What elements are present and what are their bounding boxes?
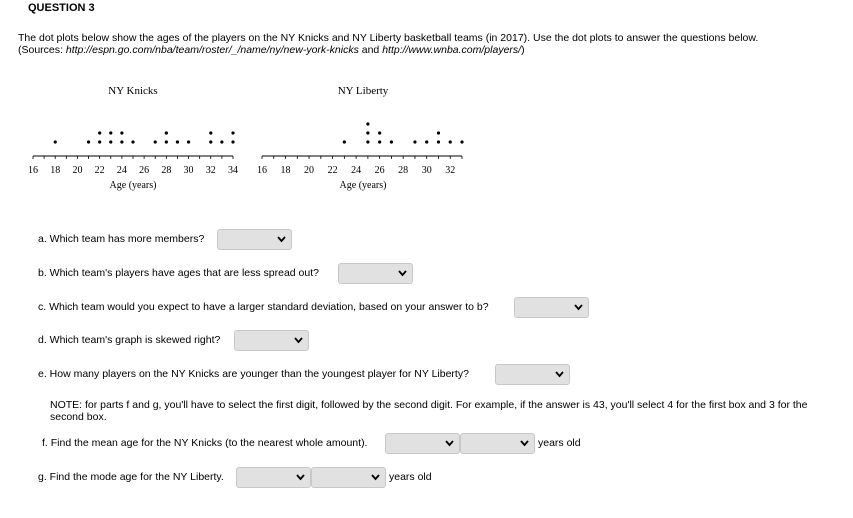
data-dot (378, 131, 381, 134)
tick-label: 28 (398, 165, 409, 176)
select-e[interactable] (495, 364, 570, 385)
note-text: NOTE: for parts f and g, you'll have to select the first digit, followed by the second digit. For example, if the answer is 43, you'll select 4 for the first box and 3 for the second box. (50, 399, 808, 423)
tick-label: 22 (94, 165, 105, 176)
sources-prefix: (Sources: (18, 44, 66, 56)
data-dot (54, 140, 57, 143)
chevron-down-icon (445, 440, 454, 447)
liberty-xlabel: Age (years) (339, 180, 387, 191)
chevron-down-icon (277, 236, 286, 243)
data-dot (176, 140, 179, 143)
knicks-xlabel: Age (years) (109, 180, 157, 191)
tick-label: 30 (421, 165, 432, 176)
data-dot (437, 131, 440, 134)
question-d: d. Which team's graph is skewed right? (38, 334, 221, 346)
data-dot (154, 140, 157, 143)
tick-label: 28 (161, 165, 172, 176)
tick-label: 18 (50, 165, 61, 176)
chevron-down-icon (520, 440, 529, 447)
f-unit-label: years old (538, 437, 581, 449)
liberty-tick-labels (257, 165, 455, 176)
data-dot (165, 131, 168, 134)
intro-instructions: The dot plots below show the ages of the players on the NY Knicks and NY Liberty basketball teams (in 2017). Use the dot plots to answer the questions below. (18, 32, 759, 44)
sources-and: and (358, 44, 383, 56)
sources-suffix: ) (521, 44, 525, 56)
tick-label: 16 (28, 165, 38, 176)
data-dot (187, 140, 190, 143)
question-f: f. Find the mean age for the NY Knicks (to the nearest whole amount). (42, 437, 368, 449)
liberty-title: NY Liberty (337, 85, 389, 97)
select-d[interactable] (234, 330, 309, 351)
tick-label: 18 (280, 165, 291, 176)
tick-label: 30 (183, 165, 194, 176)
data-dot (437, 140, 440, 143)
data-dot (343, 140, 346, 143)
tick-label: 26 (374, 165, 385, 176)
tick-label: 26 (139, 165, 150, 176)
data-dot (366, 122, 369, 125)
select-f-second-digit[interactable] (460, 433, 535, 454)
question-c: c. Which team would you expect to have a larger standard deviation, based on your answer to b? (38, 301, 489, 313)
data-dot (220, 140, 223, 143)
data-dot (413, 140, 416, 143)
data-dot (231, 140, 234, 143)
source-link-liberty: http://www.wnba.com/players/ (382, 44, 522, 56)
data-dot (120, 140, 123, 143)
chevron-down-icon (296, 474, 305, 481)
data-dot (460, 140, 463, 143)
select-f-first-digit[interactable] (385, 433, 460, 454)
knicks-dots (54, 131, 235, 143)
tick-label: 16 (257, 165, 267, 176)
tick-label: 20 (72, 165, 83, 176)
data-dot (165, 140, 168, 143)
liberty-dots (343, 122, 464, 143)
data-dot (366, 140, 369, 143)
data-dot (98, 131, 101, 134)
liberty-dot-plot (255, 80, 471, 195)
select-a[interactable] (217, 229, 292, 250)
select-b[interactable] (338, 263, 413, 284)
chevron-down-icon (574, 304, 583, 311)
tick-label: 24 (116, 165, 127, 176)
data-dot (366, 131, 369, 134)
knicks-tick-labels (28, 165, 238, 176)
question-e: e. How many players on the NY Knicks are younger than the youngest player for NY Liberty? (38, 368, 469, 380)
chevron-down-icon (294, 337, 303, 344)
chevron-down-icon (371, 474, 380, 481)
select-g-first-digit[interactable] (236, 467, 311, 488)
data-dot (390, 140, 393, 143)
data-dot (109, 140, 112, 143)
data-dot (120, 131, 123, 134)
question-title: QUESTION 3 (28, 2, 95, 14)
chevron-down-icon (555, 371, 564, 378)
select-g-second-digit[interactable] (311, 467, 386, 488)
data-dot (131, 140, 134, 143)
data-dot (109, 131, 112, 134)
tick-label: 20 (304, 165, 315, 176)
data-dot (98, 140, 101, 143)
data-dot (231, 131, 234, 134)
data-dot (378, 140, 381, 143)
chevron-down-icon (398, 270, 407, 277)
data-dot (209, 131, 212, 134)
intro-text (18, 32, 838, 56)
data-dot (209, 140, 212, 143)
tick-label: 34 (228, 165, 238, 176)
question-a: a. Which team has more members? (38, 233, 205, 245)
knicks-dot-plot (26, 80, 242, 195)
data-dot (425, 140, 428, 143)
tick-label: 32 (205, 165, 216, 176)
tick-label: 32 (445, 165, 456, 176)
tick-label: 24 (351, 165, 362, 176)
g-unit-label: years old (389, 471, 432, 483)
data-dot (449, 140, 452, 143)
tick-label: 22 (327, 165, 338, 176)
data-dot (87, 140, 90, 143)
select-c[interactable] (514, 297, 589, 318)
question-g: g. Find the mode age for the NY Liberty. (38, 471, 224, 483)
knicks-title: NY Knicks (108, 85, 158, 97)
source-link-knicks: http://espn.go.com/nba/team/roster/_/name/ny/new-york-knicks (65, 44, 359, 56)
question-b: b. Which team's players have ages that are less spread out? (38, 267, 319, 279)
